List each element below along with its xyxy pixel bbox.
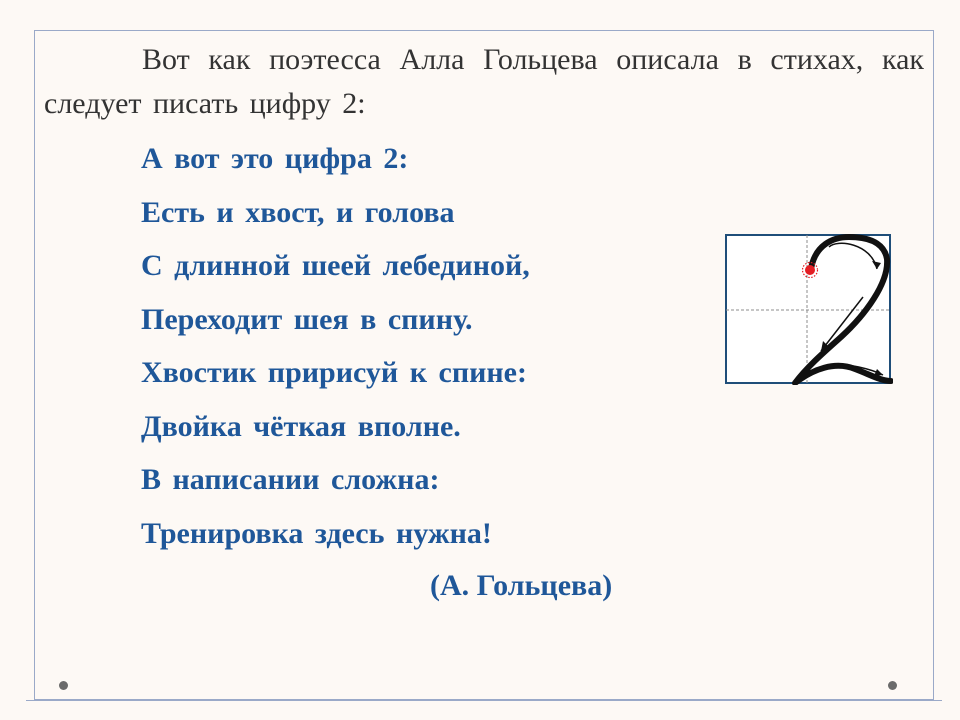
intro-paragraph: Вот как поэтесса Алла Гольцева описала в стихах, как следует писать цифру 2: (44, 43, 924, 120)
poem (141, 132, 701, 560)
right-bullet-dot (888, 681, 897, 690)
poem-line: С длинной шеей лебединой, (141, 249, 530, 282)
poem-line: Двойка чёткая вполне. (141, 409, 461, 443)
poem-line: Есть и хвост, и голова (141, 195, 455, 229)
digit-two-writing-diagram (725, 233, 893, 385)
left-bullet-dot (59, 681, 68, 690)
poem-line: Хвостик пририсуй к спине: (141, 356, 527, 389)
poem-line: Переходит шея в спину. (141, 302, 473, 336)
poem-author: (А. Гольцева) (430, 569, 613, 602)
bottom-divider (26, 700, 942, 701)
start-point-icon (805, 265, 815, 275)
poem-line: Тренировка здесь нужна! (141, 516, 492, 550)
poem-line: А вот это цифра 2: (141, 142, 409, 175)
poem-line: В написании сложна: (141, 463, 440, 496)
